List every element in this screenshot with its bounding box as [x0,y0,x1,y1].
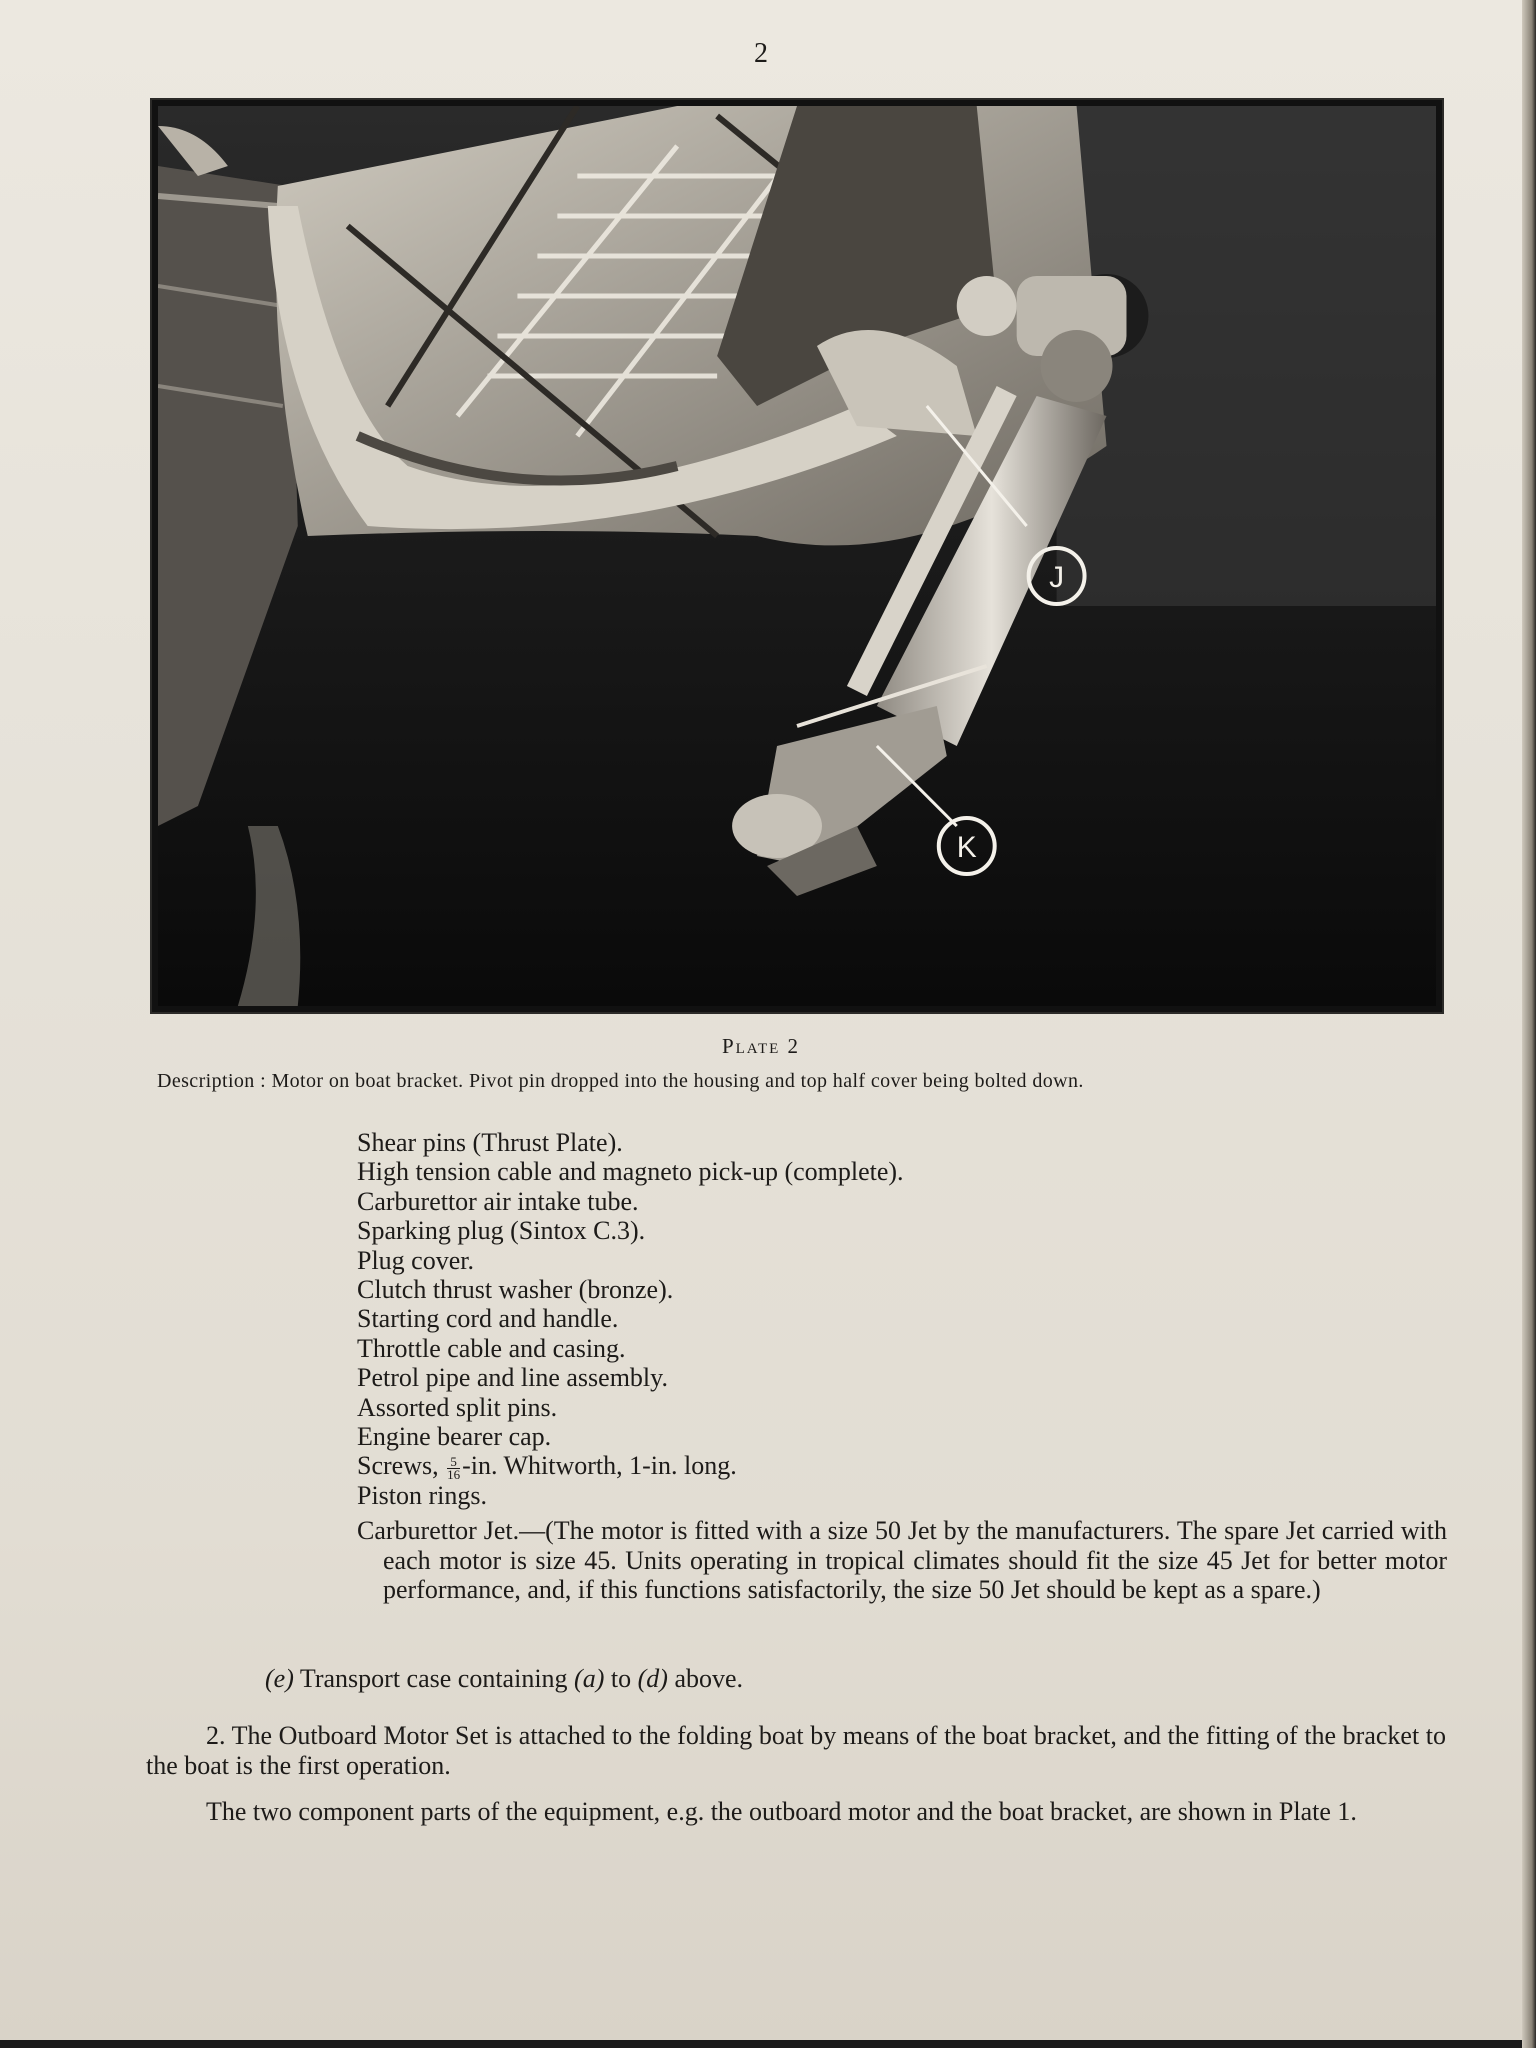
parts-list-item: Assorted split pins. [357,1392,558,1422]
boat-motor-photo [158,106,1436,1006]
parts-list-item: Throttle cable and casing. [357,1333,626,1363]
fraction-numerator: 5 [447,1456,460,1469]
page-edge-shadow [1522,0,1536,2048]
parts-list-item: High tension cable and magneto pick-up (complete). [357,1157,904,1187]
paragraph-2: 2. The Outboard Motor Set is attached to the folding boat by means of the boat bracket, and the fitting of the bracket to the boat is the first operation. [146,1721,1446,1780]
page-number: 2 [754,38,768,69]
screw-size-fraction [447,1456,460,1481]
parts-list [357,1128,1447,1510]
parts-list-item: Piston rings. [357,1481,488,1510]
parts-list-item: Starting cord and handle. [357,1304,619,1334]
plate-photograph [150,98,1444,1014]
fraction-denominator: 16 [447,1467,461,1482]
parts-list-item: Clutch thrust washer (bronze). [357,1275,674,1305]
parts-list-item: Petrol pipe and line assembly. [357,1363,668,1393]
parts-list-item: Sparking plug (Sintox C.3). [357,1216,646,1246]
parts-list-item: Engine bearer cap. [357,1422,552,1452]
transport-text: above. [667,1664,744,1693]
parts-list-item: Plug cover. [357,1245,474,1275]
transport-text: to [604,1664,638,1693]
screws-item [357,1451,1447,1481]
parts-list-item: Carburettor air intake tube. [357,1186,639,1216]
carburettor-jet-note: Carburettor Jet.—(The motor is fitted with a size 50 Jet by the manufacturers. The spare Jet carried with each motor is size 45. Units operating in tropical climates should fit the size 45 Jet for better motor performance, and, if this functions satisfactorily, the size 50 Jet should be kept as a spare.) [357,1516,1447,1604]
plate-title: Plate 2 [721,1034,801,1058]
callout-j-label: J [1049,560,1065,595]
parts-list-item: Shear pins (Thrust Plate). [357,1128,623,1157]
ref-d: (d) [637,1664,668,1693]
ref-a: (a) [574,1664,605,1693]
plate-description: Description : Motor on boat bracket. Pivot pin dropped into the housing and top half cover being bolted down. [157,1070,1084,1092]
transport-text: Transport case containing [293,1664,575,1693]
screws-suffix: -in. Whitworth, 1-in. long. [462,1451,737,1481]
item-label-e: (e) [265,1664,294,1693]
callout-k-label: K [956,830,977,865]
paragraph-components: The two component parts of the equipment, e.g. the outboard motor and the boat bracket, are shown in Plate 1. [206,1797,1357,1826]
screws-prefix: Screws, [357,1451,446,1481]
transport-case-item [265,1664,743,1694]
